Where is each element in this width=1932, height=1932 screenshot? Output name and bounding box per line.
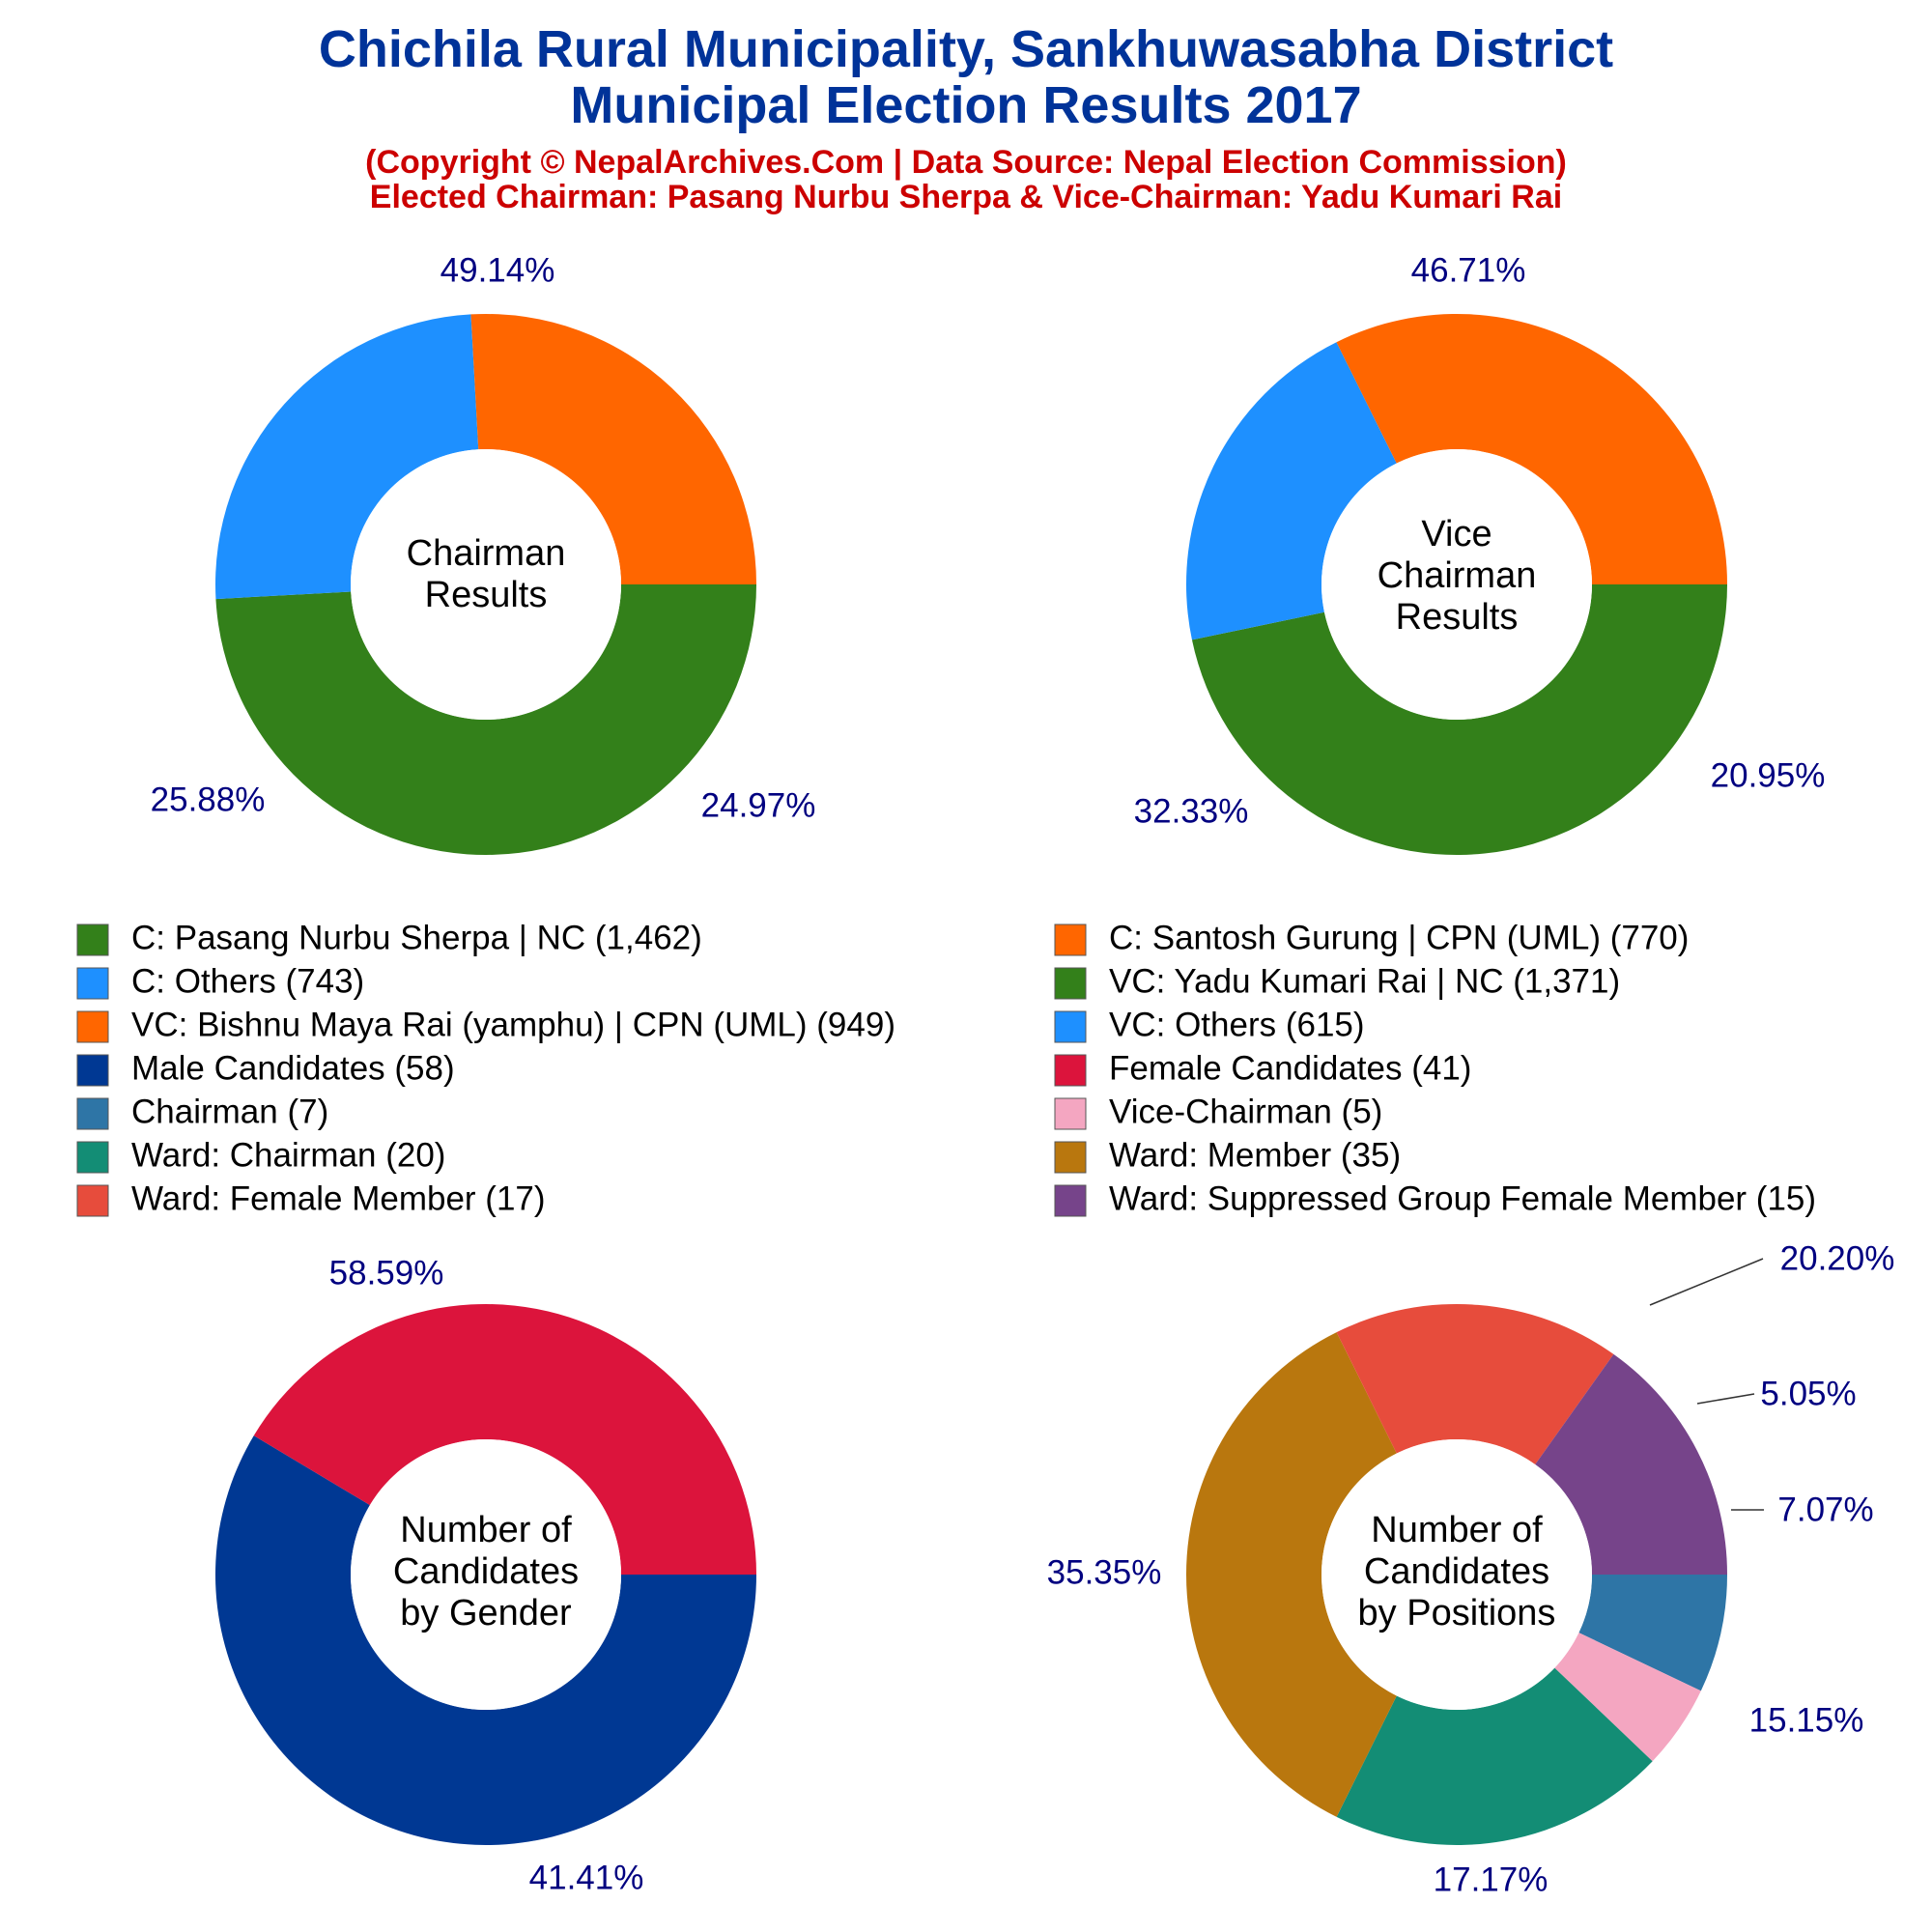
legend-label-vc-bishnu-maya-rai-yamphu-cpn-uml-949: VC: Bishnu Maya Rai (yamphu) | CPN (UML) (949) xyxy=(131,1006,895,1044)
donut-3-center-label-line-1: Number of xyxy=(400,1510,572,1551)
donut-2-percent-vc-bishnu-maya-rai-yamphu-cpn-uml: 32.33% xyxy=(1133,792,1249,831)
donut-4-leader-ward-chairman xyxy=(1650,1259,1763,1305)
legend-label-ward-member-35: Ward: Member (35) xyxy=(1109,1136,1402,1175)
donut-4-percent-ward-member: 35.35% xyxy=(1046,1553,1162,1592)
legend-label-vc-others-615: VC: Others (615) xyxy=(1109,1006,1365,1044)
donut-2-percent-vc-yadu-kumari-rai-nc: 46.71% xyxy=(1410,251,1526,290)
legend-swatch-ward-chairman-20 xyxy=(77,1142,108,1173)
donut-2-percent-vc-others: 20.95% xyxy=(1710,756,1826,795)
legend-label-c-pasang-nurbu-sherpa-nc-1-462: C: Pasang Nurbu Sherpa | NC (1,462) xyxy=(131,919,702,957)
donut-4-center-label-line-3: by Positions xyxy=(1357,1593,1556,1634)
donut-1-center-label-line-2: Results xyxy=(424,575,548,616)
legend-label-chairman-7: Chairman (7) xyxy=(131,1093,329,1131)
legend-label-ward-female-member-17: Ward: Female Member (17) xyxy=(131,1179,546,1218)
legend-label-vc-yadu-kumari-rai-nc-1-371: VC: Yadu Kumari Rai | NC (1,371) xyxy=(1109,962,1621,1001)
legend-label-male-candidates-58: Male Candidates (58) xyxy=(131,1049,455,1088)
donut-3-percent-female-candidates: 41.41% xyxy=(528,1859,644,1897)
donut-2-center-label-line-3: Results xyxy=(1395,597,1519,639)
chart-subtitle-line-1: (Copyright © NepalArchives.Com | Data Source: Nepal Election Commission) xyxy=(365,144,1567,181)
legend-swatch-male-candidates-58 xyxy=(77,1055,108,1086)
legend-swatch-ward-female-member-17 xyxy=(77,1185,108,1216)
legend-swatch-chairman-7 xyxy=(77,1098,108,1129)
donut-4-percent-ward-chairman: 20.20% xyxy=(1779,1239,1895,1278)
donut-3-center-label-line-3: by Gender xyxy=(400,1593,572,1634)
legend-label-ward-suppressed-group-female-member-15: Ward: Suppressed Group Female Member (15) xyxy=(1109,1179,1817,1218)
donut-4-center-label-line-1: Number of xyxy=(1371,1510,1543,1551)
legend-swatch-vice-chairman-5 xyxy=(1055,1098,1086,1129)
donut-4-percent-ward-suppressed-group-female-member: 15.15% xyxy=(1748,1701,1864,1740)
donut-1-percent-c-others: 24.97% xyxy=(700,786,816,825)
legend-label-c-santosh-gurung-cpn-uml-770: C: Santosh Gurung | CPN (UML) (770) xyxy=(1109,919,1690,957)
legend-swatch-c-others-743 xyxy=(77,968,108,999)
legend-swatch-ward-member-35 xyxy=(1055,1142,1086,1173)
chart-title-line-1: Chichila Rural Municipality, Sankhuwasabha District xyxy=(318,20,1614,78)
legend-swatch-vc-others-615 xyxy=(1055,1011,1086,1042)
legend-label-vice-chairman-5: Vice-Chairman (5) xyxy=(1109,1093,1383,1131)
donut-2-center-label-line-2: Chairman xyxy=(1377,555,1537,597)
chart-title-line-2: Municipal Election Results 2017 xyxy=(570,76,1362,134)
donut-1-percent-c-santosh-gurung-cpn-uml: 25.88% xyxy=(150,781,266,819)
legend-label-c-others-743: C: Others (743) xyxy=(131,962,365,1001)
donut-3-percent-male-candidates: 58.59% xyxy=(328,1254,444,1293)
donut-3-center-label-line-2: Candidates xyxy=(392,1551,580,1593)
donut-1-percent-c-pasang-nurbu-sherpa-nc: 49.14% xyxy=(440,251,555,290)
legend-swatch-ward-suppressed-group-female-member-15 xyxy=(1055,1185,1086,1216)
donut-4-percent-chairman: 7.07% xyxy=(1777,1491,1874,1529)
donut-4-percent-vice-chairman: 5.05% xyxy=(1760,1375,1857,1413)
legend-label-ward-chairman-20: Ward: Chairman (20) xyxy=(131,1136,446,1175)
legend-label-female-candidates-41: Female Candidates (41) xyxy=(1109,1049,1472,1088)
donut-1-center-label-line-1: Chairman xyxy=(406,533,566,575)
legend-swatch-vc-bishnu-maya-rai-yamphu-cpn-uml-949 xyxy=(77,1011,108,1042)
legend-swatch-c-pasang-nurbu-sherpa-nc-1-462 xyxy=(77,924,108,955)
donut-4-percent-ward-female-member: 17.17% xyxy=(1433,1861,1548,1899)
legend-swatch-female-candidates-41 xyxy=(1055,1055,1086,1086)
donut-2-center-label-line-1: Vice xyxy=(1421,514,1492,555)
legend-swatch-c-santosh-gurung-cpn-uml-770 xyxy=(1055,924,1086,955)
chart-subtitle-line-2: Elected Chairman: Pasang Nurbu Sherpa & Vice-Chairman: Yadu Kumari Rai xyxy=(369,179,1563,215)
donut-4-leader-vice-chairman xyxy=(1697,1394,1754,1404)
legend-swatch-vc-yadu-kumari-rai-nc-1-371 xyxy=(1055,968,1086,999)
donut-4-center-label-line-2: Candidates xyxy=(1363,1551,1550,1593)
